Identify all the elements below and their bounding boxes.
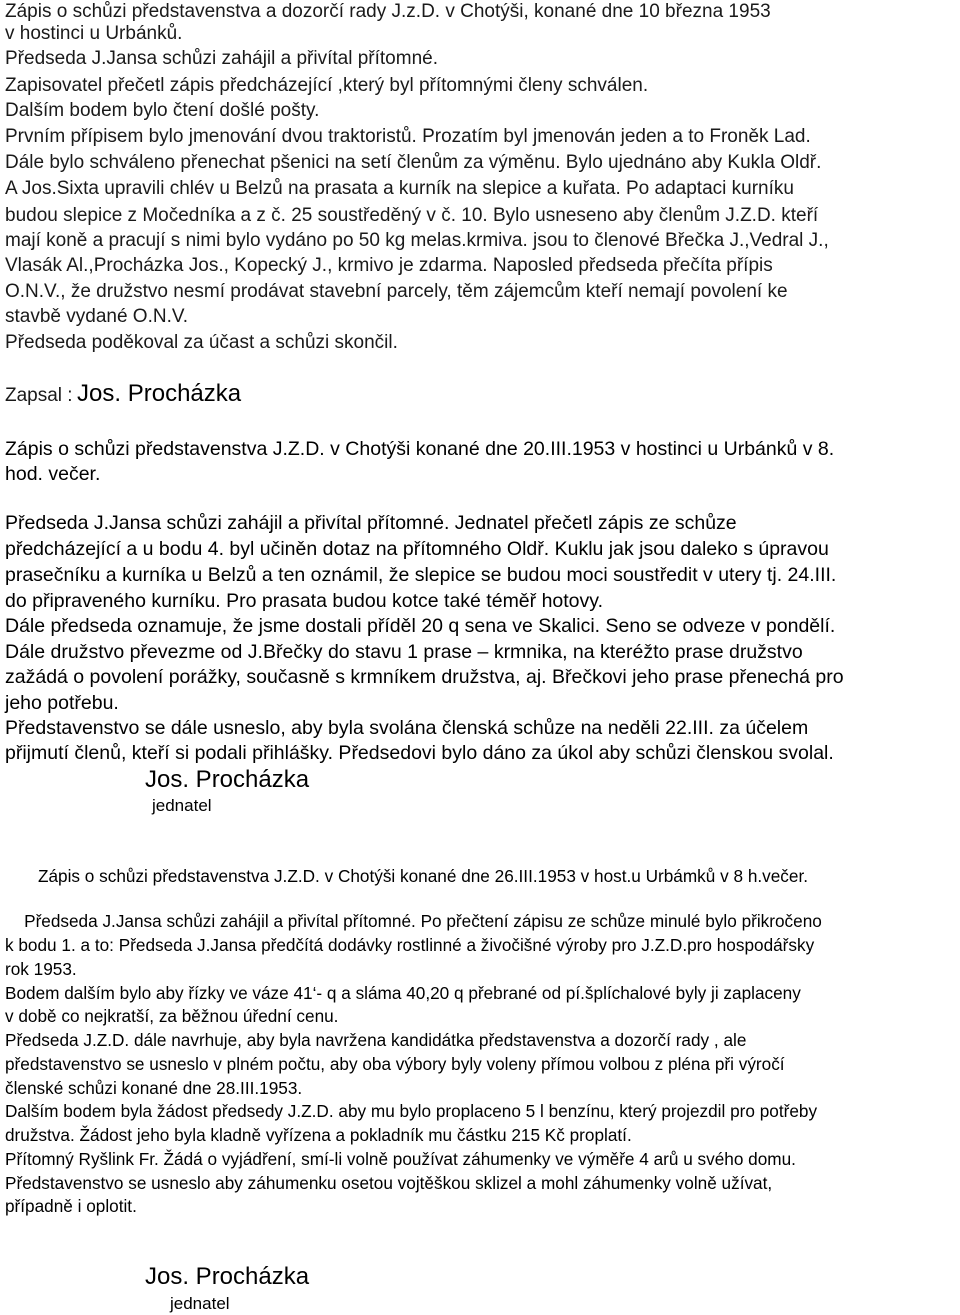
text-line: k bodu 1. a to: Předseda J.Jansa předčítá dodávky rostlinné a živočišné výroby pro J.Z.D.pro hospodářsky: [5, 935, 815, 955]
text-line: předcházející a u bodu 4. byl učiněn dotaz na přítomného Oldř. Kuklu jak jsou daleko s úpravou: [5, 538, 829, 560]
text-line: mají koně a pracují s nimi bylo vydáno po 50 kg melas.krmiva. jsou to členové Břečka J.,Vedral J.,: [5, 230, 829, 251]
text-line: Dále družstvo převezme od J.Břečky do stavu 1 prase – krmnika, na kteréžto prase družstvo: [5, 641, 803, 663]
recorder-label: Zapsal :: [5, 385, 73, 406]
text-line: Představenstvo se dále usneslo, aby byla svolána členská schůze na neděli 22.III. za účelem: [5, 717, 809, 739]
text-line: Předseda J.Jansa schůzi zahájil a přivítal přítomné.: [5, 48, 438, 69]
signature-name: Jos. Procházka: [145, 1263, 310, 1290]
text-line: představenstvo se usneslo v plném počtu, aby oba výbory byly voleny přímou volbou z pléna při výročí: [5, 1054, 785, 1074]
text-line: prasečníku a kurníka u Belzů a ten oznámil, že slepice se budou moci soustředit v utery tj. 24.III.: [5, 564, 837, 586]
recorder-line: [5, 382, 241, 406]
text-line: Dalším bodem bylo čtení došlé pošty.: [5, 100, 320, 121]
text-line: členské schůzi konané dne 28.III.1953.: [5, 1078, 303, 1098]
text-line: zažádá o povolení porážky, současně s krmníkem družstva, aj. Břečkovi jeho prase přenechá pro: [5, 666, 844, 688]
text-line: v době co nejkratší, za běžnou úřední cenu.: [5, 1006, 339, 1026]
text-line: v hostinci u Urbánků.: [5, 23, 183, 44]
recorder-name: Jos. Procházka: [77, 380, 242, 407]
section-heading: Zápis o schůzi představenstva J.Z.D. v Chotýši konané dne 20.III.1953 v hostinci u Urbánků v 8.: [5, 438, 835, 460]
text-line: družstva. Žádost jeho byla kladně vyřízena a pokladník mu částku 215 Kč proplatí.: [5, 1125, 632, 1145]
text-line: Bodem dalším bylo aby řízky ve váze 41‘- q a sláma 40,20 q přebrané od pí.šplíchalové byly ji zaplaceny: [5, 983, 801, 1003]
text-line: jeho potřebu.: [5, 692, 119, 714]
text-line: Dále předseda oznamuje, že jsme dostali příděl 20 q sena ve Skalici. Seno se odveze v pondělí.: [5, 615, 836, 637]
text-line: budou slepice z Močedníka a z č. 25 soustředěný v č. 10. Bylo usneseno aby členům J.Z.D. kteří: [5, 205, 819, 226]
signature-role: jednatel: [170, 1294, 230, 1313]
text-line: případně i oplotit.: [5, 1196, 137, 1216]
text-line: Předseda J.Z.D. dále navrhuje, aby byla navržena kandidátka představenstva a dozorčí rady , ale: [5, 1030, 747, 1050]
text-line: A Jos.Sixta upravili chlév u Belzů na prasata a kurník na slepice a kuřata. Po adaptaci kurníku: [5, 178, 794, 199]
text-line: rok 1953.: [5, 959, 77, 979]
text-line: Dalším bodem byla žádost předsedy J.Z.D. aby mu bylo proplaceno 5 l benzínu, který projezdil pro potřeby: [5, 1101, 818, 1121]
section-heading: Zápis o schůzi představenstva J.Z.D. v Chotýši konané dne 26.III.1953 v host.u Urbámků v 8 h.večer.: [38, 866, 809, 886]
text-line: Předseda poděkoval za účast a schůzi skončil.: [5, 332, 398, 353]
text-line: do připraveného kurníku. Pro prasata budou kotce také téměř hotovy.: [5, 590, 603, 612]
text-line: Zápis o schůzi představenstva a dozorčí rady J.z.D. v Chotýši, konané dne 10 března 1953: [5, 1, 771, 22]
signature-role: jednatel: [152, 796, 212, 815]
text-line: Zapisovatel přečetl zápis předcházející ,který byl přítomnými členy schválen.: [5, 75, 649, 96]
text-line: přijmutí členů, kteří si podali přihlášky. Předsedovi bylo dáno za úkol aby schůzi členskou svolal.: [5, 742, 834, 764]
signature-name: Jos. Procházka: [145, 766, 310, 793]
text-line: Prvním přípisem bylo jmenování dvou traktoristů. Prozatím byl jmenován jeden a to Froněk Lad.: [5, 126, 811, 147]
text-line: Dále bylo schváleno přenechat pšenici na setí členům za výměnu. Bylo ujednáno aby Kukla Oldř.: [5, 152, 822, 173]
section-heading: hod. večer.: [5, 463, 101, 485]
text-line: Vlasák Al.,Procházka Jos., Kopecký J., krmivo je zdarma. Naposled předseda přečíta přípis: [5, 255, 773, 276]
text-line: Představenstvo se usneslo aby záhumenku osetou vojtěškou sklizel a mohl záhumenky volně užívat,: [5, 1173, 773, 1193]
text-line: Předseda J.Jansa schůzi zahájil a přivítal přítomné. Po přečtení zápisu ze schůze minulé bylo přikročeno: [5, 911, 822, 931]
text-line: Přítomný Ryšlink Fr. Žádá o vyjádření, smí-li volně používat záhumenky ve výměře 4 arů u svého domu.: [5, 1149, 796, 1169]
text-line: O.N.V., že družstvo nesmí prodávat stavební parcely, těm zájemcům kteří nemají povolení ke: [5, 281, 788, 302]
text-line: stavbě vydané O.N.V.: [5, 306, 189, 327]
text-line: Předseda J.Jansa schůzi zahájil a přivítal přítomné. Jednatel přečetl zápis ze schůze: [5, 512, 737, 534]
